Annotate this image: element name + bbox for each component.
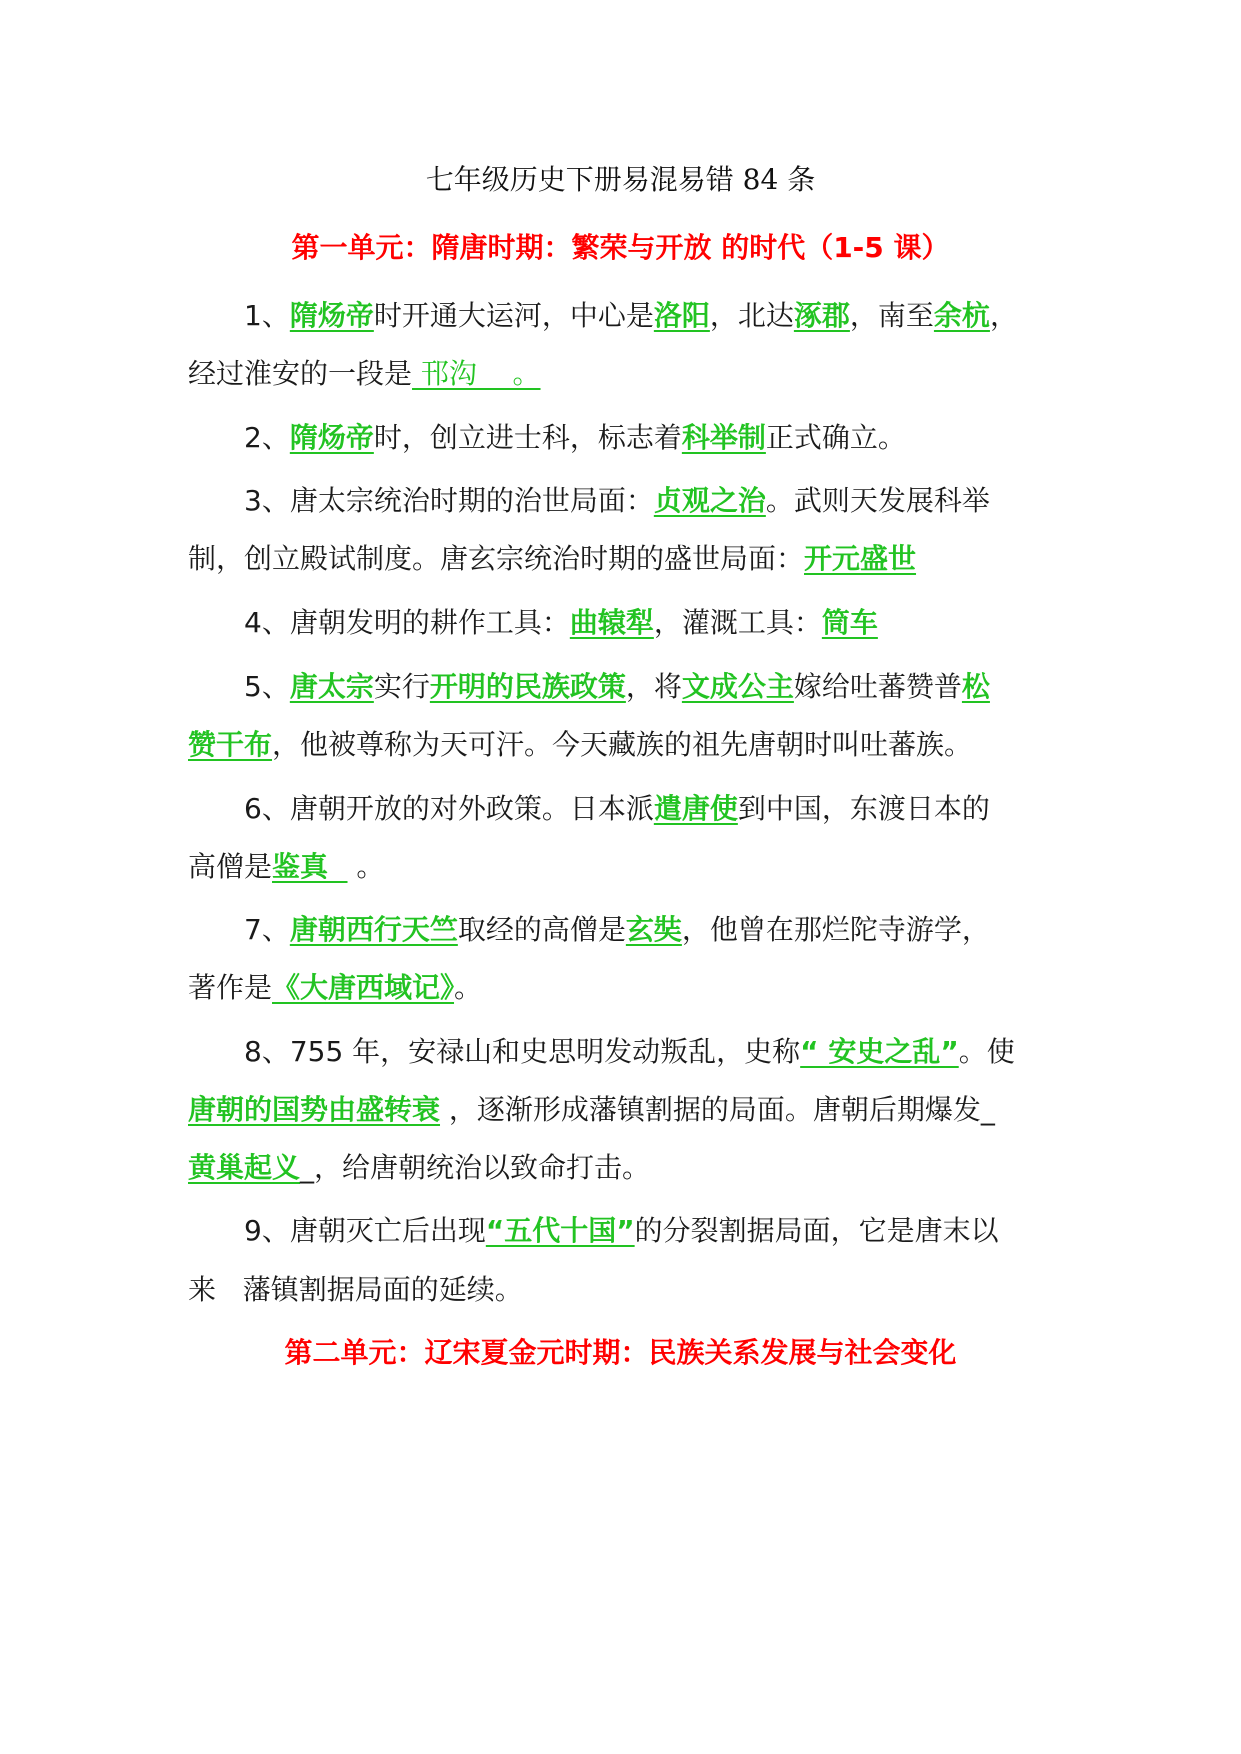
plain-text: 5、 — [244, 670, 290, 703]
highlighted-term: “ 安史之乱” — [800, 1035, 959, 1068]
item-5-line2 — [188, 725, 1088, 765]
plain-text: ，他曾在那烂陀寺游学， — [681, 913, 990, 946]
plain-text: 。 — [454, 971, 483, 1004]
plain-text: ， — [989, 299, 1018, 332]
plain-text: 实行 — [373, 670, 430, 703]
plain-text: 来 藩镇割据局面的延续。 — [188, 1273, 523, 1306]
item-2-line1 — [188, 418, 1088, 458]
highlighted-term: 黄巢起义 — [188, 1151, 301, 1184]
highlighted-term: “五代十国” — [485, 1214, 635, 1247]
plain-text: 1、 — [244, 299, 290, 332]
highlighted-term: 遣唐使 — [653, 792, 738, 825]
item-8-line3 — [188, 1148, 1088, 1188]
unit-2-heading: 第二单元：辽宋夏金元时期：民族关系发展与社会变化 — [284, 1336, 957, 1369]
plain-text: 的分裂割据局面，它是唐末以 — [634, 1214, 999, 1247]
plain-text: 8、755 年，安禄山和史思明发动叛乱，史称 — [244, 1035, 801, 1068]
highlighted-term: 唐太宗 — [289, 670, 374, 703]
highlighted-term: 开元盛世 — [804, 542, 917, 575]
plain-text: ，他被尊称为天可汗。今天藏族的祖先唐朝时叫吐蕃族。 — [272, 728, 973, 761]
highlighted-term: 科举制 — [681, 421, 766, 454]
plain-text: 9、唐朝灭亡后出现 — [244, 1214, 486, 1247]
plain-text: 4、唐朝发明的耕作工具： — [244, 606, 570, 639]
plain-text: 正式确立。 — [765, 421, 906, 454]
item-8-line2 — [188, 1090, 1088, 1130]
highlighted-term: 玄奘 — [625, 913, 682, 946]
highlighted-term: 隋炀帝 — [289, 421, 374, 454]
plain-text: 时，创立进士科，标志着 — [373, 421, 682, 454]
plain-text: ，北达 — [709, 299, 794, 332]
item-1-line2 — [188, 354, 1088, 394]
plain-text: 。 — [347, 850, 385, 883]
highlighted-term: 开明的民族政策 — [429, 670, 626, 703]
plain-text: 时开通大运河，中心是 — [373, 299, 654, 332]
highlighted-term: 曲辕犁 — [569, 606, 654, 639]
highlighted-term: 余杭 — [933, 299, 990, 332]
plain-text: ，逐渐形成藩镇割据的局面。唐朝后期爆发_ — [440, 1093, 995, 1126]
plain-text: ，南至 — [849, 299, 934, 332]
unit-1-heading: 第一单元：隋唐时期：繁荣与开放 的时代（1-5 课） — [291, 231, 950, 264]
highlighted-term: 隋炀帝 — [289, 299, 374, 332]
highlighted-term: 筒车 — [821, 606, 878, 639]
page-title: 七年级历史下册易混易错 84 条 — [425, 163, 816, 196]
plain-text: 经过淮安的一段是 — [188, 357, 413, 390]
plain-text: 3、唐太宗统治时期的治世局面： — [244, 484, 654, 517]
item-3-line2 — [188, 539, 1088, 579]
highlighted-term: 鉴真 — [272, 850, 348, 883]
item-8-line1 — [188, 1032, 1088, 1072]
item-9-line2 — [188, 1270, 1088, 1310]
highlighted-term: 《大唐西域记》 — [272, 971, 455, 1004]
item-3-line1 — [188, 481, 1088, 521]
plain-text: 著作是 — [188, 971, 273, 1004]
item-6-line2 — [188, 847, 1088, 887]
item-7-line1 — [188, 910, 1088, 950]
plain-text: ，灌溉工具： — [653, 606, 822, 639]
plain-text: 嫁给吐蕃赞普 — [793, 670, 962, 703]
highlighted-term: 赞干布 — [188, 728, 273, 761]
item-9-line1 — [188, 1211, 1088, 1251]
plain-text: 取经的高僧是 — [457, 913, 626, 946]
highlighted-term: 贞观之治 — [653, 484, 766, 517]
plain-text: 高僧是 — [188, 850, 273, 883]
item-6-line1 — [188, 789, 1088, 829]
item-1-line1 — [188, 296, 1088, 336]
plain-text: 7、 — [244, 913, 290, 946]
highlighted-term: 唐朝西行天竺 — [289, 913, 458, 946]
highlighted-term: 洛阳 — [653, 299, 710, 332]
plain-text: 制，创立殿试制度。唐玄宗统治时期的盛世局面： — [188, 542, 805, 575]
plain-text: 2、 — [244, 421, 290, 454]
highlighted-term: 文成公主 — [681, 670, 794, 703]
plain-text: _，给唐朝统治以致命打击。 — [300, 1151, 651, 1184]
highlighted-term: 涿郡 — [793, 299, 850, 332]
item-5-line1 — [188, 667, 1088, 707]
highlighted-term: 唐朝的国势由盛转衰 — [188, 1093, 441, 1126]
item-7-line2 — [188, 968, 1088, 1008]
highlighted-term: 邗沟 。 — [412, 357, 541, 390]
plain-text: 到中国，东渡日本的 — [737, 792, 990, 825]
plain-text: ，将 — [625, 670, 682, 703]
plain-text: 。使 — [958, 1035, 1015, 1068]
plain-text: 。武则天发展科举 — [765, 484, 990, 517]
item-4-line1 — [188, 603, 1088, 643]
plain-text: 6、唐朝开放的对外政策。日本派 — [244, 792, 654, 825]
highlighted-term: 松 — [961, 670, 990, 703]
